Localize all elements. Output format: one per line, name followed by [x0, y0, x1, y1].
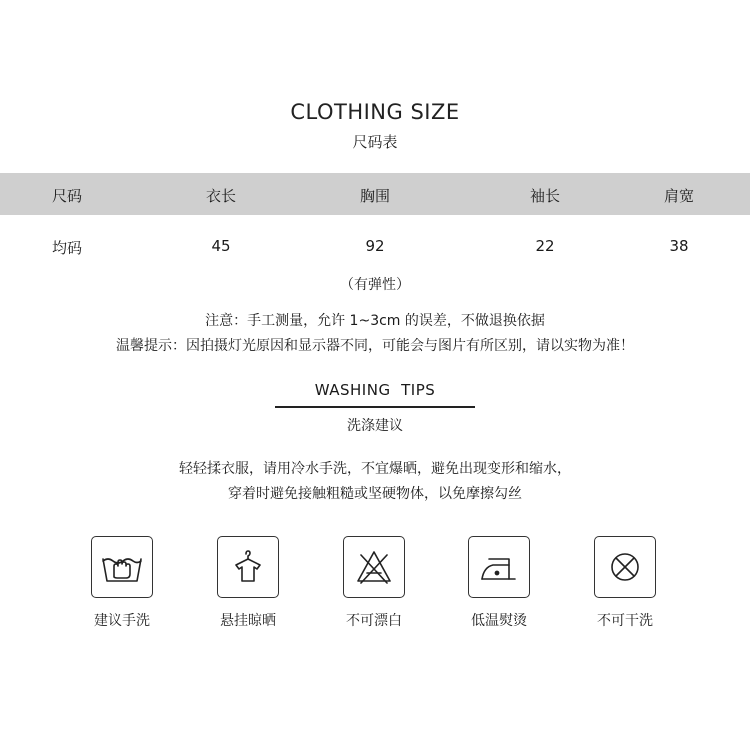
cell-bust: 92 [365, 237, 385, 255]
color-note: 温馨提示：因拍摄灯光原因和显示器不同，可能会与图片有所区别，请以实物为准！ [116, 338, 634, 354]
low-iron-label: 低温熨烫 [471, 613, 527, 629]
no-bleach-label: 不可漂白 [346, 613, 402, 629]
hang-dry-label: 悬挂晾晒 [220, 613, 276, 629]
page-subtitle: 尺码表 [352, 133, 398, 151]
hand-wash-icon [91, 536, 153, 598]
column-header-shoulder: 肩宽 [663, 187, 695, 205]
hang-dry-icon [217, 536, 279, 598]
cell-length: 45 [211, 237, 231, 255]
column-header-sleeve: 袖长 [529, 187, 561, 205]
care-instruction-line-2: 穿着时避免接触粗糙或坚硬物体，以免摩擦勾丝 [228, 486, 522, 502]
cell-sleeve: 22 [535, 237, 555, 255]
no-bleach-icon [343, 536, 405, 598]
page-title: CLOTHING SIZE [290, 100, 460, 124]
elastic-note: （有弹性） [340, 277, 410, 293]
column-header-length: 衣长 [205, 187, 237, 205]
no-dry-clean-icon [594, 536, 656, 598]
care-instruction-line-1: 轻轻揉衣服，请用冷水手洗，不宜爆晒，避免出现变形和缩水， [179, 461, 571, 477]
cell-shoulder: 38 [669, 237, 689, 255]
no-dry-clean-label: 不可干洗 [597, 613, 653, 629]
column-header-bust: 胸围 [359, 187, 391, 205]
washing-divider [275, 406, 475, 408]
hand-wash-label: 建议手洗 [94, 613, 150, 629]
cell-size: 均码 [51, 239, 83, 257]
low-iron-icon [468, 536, 530, 598]
measurement-note: 注意：手工测量，允许 1~3cm 的误差，不做退换依据 [205, 313, 545, 329]
washing-subtitle: 洗涤建议 [347, 418, 403, 434]
column-header-size: 尺码 [51, 187, 83, 205]
washing-tips-title: WASHING TIPS [314, 381, 436, 399]
size-table-header [0, 173, 750, 215]
